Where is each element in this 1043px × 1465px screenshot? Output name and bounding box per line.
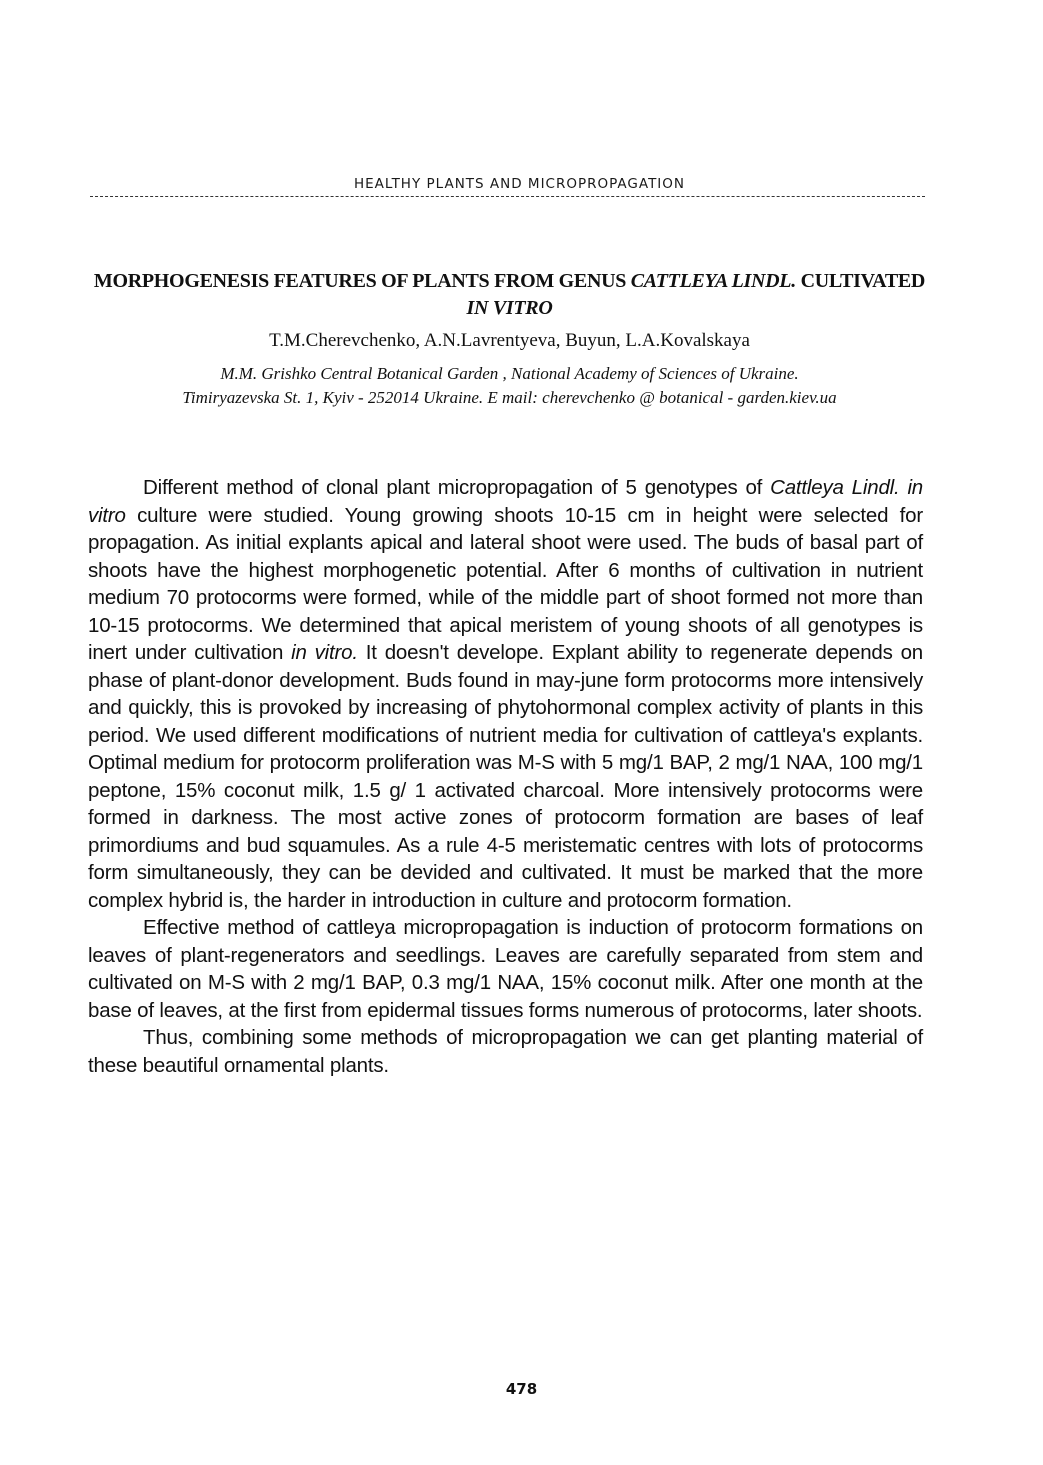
p1-text-c: It doesn't develope. Explant ability to regenerate depends on phase of plant-donor development. Buds found in may-june form protocorms more intensively and quickly, this is provoked by increasing of phytohormonal complex activity of plants in this period. We used different modifications of nutrient media for cultivation of cattleya's explants. Optimal medium for protocorm proliferation was M-S with 5 mg/1 BAP, 2 mg/1 NAA, 100 mg/1 peptone, 15% coconut milk, 1.5 g/ 1 activated charcoal. More intensively protocorms were formed in darkness. The most active zones of protocorm formation are bases of leaf primordiums and bud squamules. As a rule 4-5 meristematic centres with lots of protocorms form simultaneously, they can be devided and cultivated. It must be marked that the more complex hybrid is, the harder in introduction in culture and protocorm formation. <box>88 641 924 912</box>
p1-text-b: culture were studied. Young growing shoots 10-15 cm in height were selected for propagation. As initial explants apical and lateral shoot were used. The buds of basal part of shoots have the highest morphogenetic potential. After 6 months of cultivation in nutrient medium 70 protocorms were formed, while of the middle part of shoot formed not more than 10-15 protocorms. We determined that apical meristem of young shoots of all genotypes is inert under cultivation <box>88 503 923 664</box>
title-block <box>92 268 927 410</box>
header-rule <box>90 196 925 197</box>
abstract-body <box>88 474 923 1079</box>
title-part1: MORPHOGENESIS FEATURES OF PLANTS FROM GENUS <box>93 270 631 292</box>
running-header <box>90 176 925 206</box>
running-header-title: HEALTHY PLANTS AND MICROPROPAGATION <box>353 176 686 192</box>
p1-italic-genus: Cattleya Lindl. in vitro <box>88 476 923 527</box>
paragraph-1 <box>88 474 923 914</box>
p1-italic-invitro: in vitro. <box>291 641 358 664</box>
article-title <box>92 268 927 322</box>
page-number: 478 <box>505 1380 538 1398</box>
affiliation-line-1: M.M. Grishko Central Botanical Garden , National Academy of Sciences of Ukraine. <box>220 364 799 383</box>
paragraph-3: Thus, combining some methods of micropropagation we can get planting material of these beautiful ornamental plants. <box>88 1026 923 1077</box>
authors: T.M.Cherevchenko, A.N.Lavrentyeva, Buyun, L.A.Kovalskaya <box>269 330 750 351</box>
affiliation <box>92 362 927 410</box>
title-invitro: IN VITRO <box>466 297 553 319</box>
title-part2: CULTIVATED <box>795 270 926 292</box>
affiliation-line-2: Timiryazevska St. 1, Kyiv - 252014 Ukraine. E mail: cherevchenko @ botanical - garden.kiev.ua <box>182 388 837 407</box>
p1-text-a: Different method of clonal plant micropropagation of 5 genotypes of <box>143 476 771 499</box>
title-genus: CATTLEYA LINDL. <box>630 270 796 292</box>
paragraph-2: Effective method of cattleya micropropagation is induction of protocorm formations on leaves of plant-regenerators and seedlings. Leaves are carefully separated from stem and cultivated on M-S with 2 mg/1 BAP, 0.3 mg/1 NAA, 15% coconut milk. After one month at the base of leaves, at the first from epidermal tissues forms numerous of protocorms, later shoots. <box>88 916 923 1022</box>
